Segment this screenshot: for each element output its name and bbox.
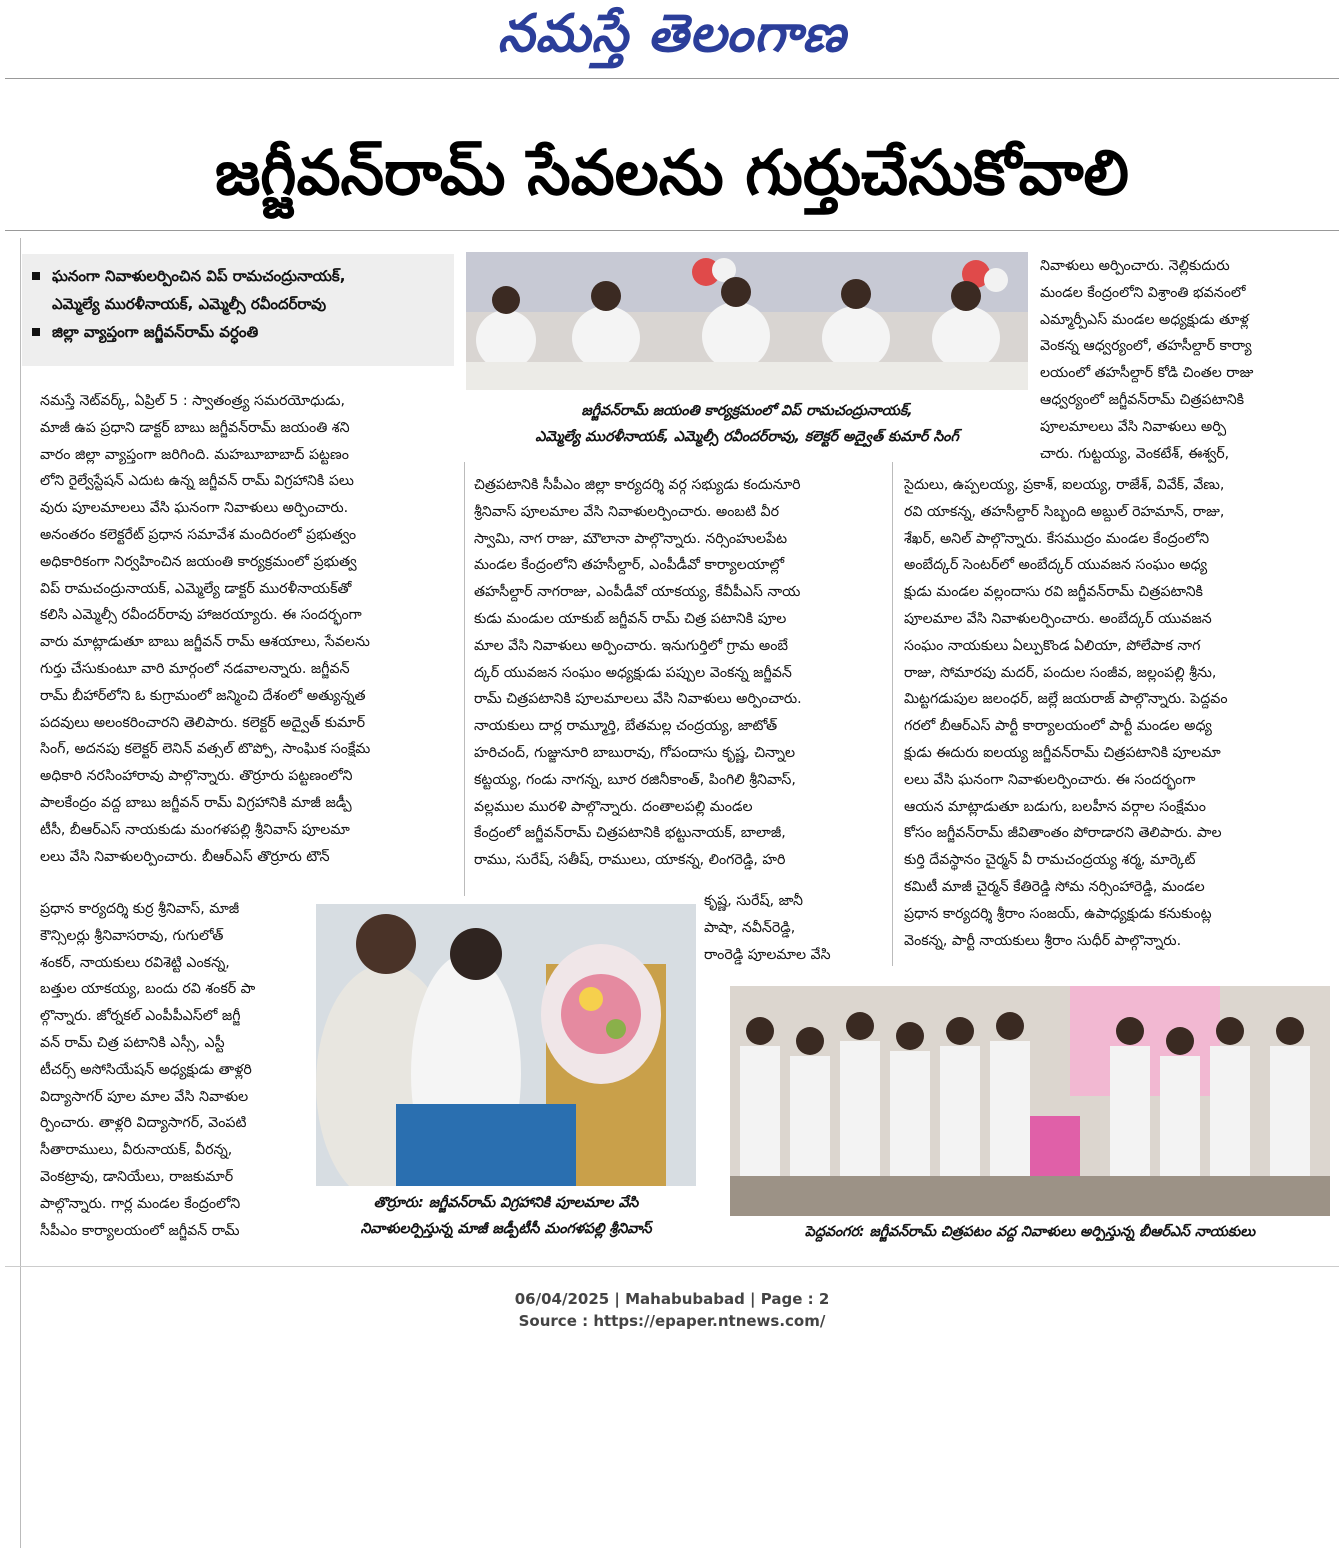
text-line: శ్రీనివాస్ పూలమాల వేసి నివాళులర్పించారు. అంబటి వీర <box>474 503 780 520</box>
headline-divider <box>5 230 1339 231</box>
text-line: కమిటీ మాజీ చైర్మన్ కేతిరెడ్డి సోమ నర్సింహారెడ్డి, మండల <box>904 878 1205 895</box>
text-line: ద్కర్ యువజన సంఘం అధ్యక్షుడు పప్పుల వెంకన్న జగ్జీవన్ <box>474 664 792 681</box>
text-line: విద్యాసాగర్ పూల మాల వేసి నివాళుల <box>40 1088 249 1105</box>
bullet-icon <box>32 272 40 280</box>
photo-dais-meeting-image <box>466 252 1028 390</box>
text-line: వురు పూలమాలలు వేసి ఘనంగా నివాళులు అర్పించారు. <box>40 500 349 517</box>
text-line: పూలమాలలు వేసి నివాళులు అర్పి <box>1040 418 1227 435</box>
text-line: వెంకట్రావు, డానియేలు, రాజకుమార్ <box>40 1168 234 1185</box>
caption-line: జగ్జీవన్‌రామ్ జయంతి కార్యక్రమంలో విప్ రామచంద్రునాయక్, <box>581 403 913 419</box>
text-line: ఆయన మాట్లాడుతూ బడుగు, బలహీన వర్గాల సంక్షేమం <box>904 798 1206 815</box>
caption-line: తొర్రూరు: జగ్జీవన్‌రామ్ విగ్రహానికి పూలమాల వేసి <box>373 1195 639 1211</box>
text-line: టీసీ, బీఆర్‌ఎస్ నాయకుడు మంగళపల్లి శ్రీనివాస్ పూలమా <box>40 821 350 838</box>
text-line: విప్ రామచంద్రునాయక్, ఎమ్మెల్యే డాక్టర్ మురళీనాయక్‌తో <box>40 580 352 597</box>
text-line: కట్టయ్య, గండు నాగన్న, బూర రజినీకాంత్, పింగిలి శ్రీనివాస్, <box>474 771 796 788</box>
text-line: వారం జిల్లా వ్యాప్తంగా జరిగింది. మహబూబాబాద్ పట్టణం <box>40 446 349 463</box>
text-line: కుడు మండుల యాకుబ్ జగ్జీవన్ రామ్ చిత్ర పటానికి పూల <box>474 610 787 627</box>
text-line: ల్గొన్నారు. జోర్నకల్ ఎంపీపీఎస్‌లో జగ్జీ <box>40 1008 241 1025</box>
text-line: క్షుడు ఈదురు ఐలయ్య జగ్జీవన్‌రామ్ చిత్రపటానికి పూలమా <box>904 744 1221 761</box>
highlight-text: జిల్లా వ్యాప్తంగా జగ్జీవన్‌రామ్ వర్ధంతి <box>52 323 259 341</box>
highlight-item <box>28 262 456 290</box>
photo-statue-garlanding-caption <box>316 1190 696 1242</box>
text-line: నాయకులు దార్ల రామ్మూర్తి, బేతమల్ల చంద్రయ్య, జాటోత్ <box>474 718 778 735</box>
text-line: వారు మాట్లాడుతూ బాబు జగ్జీవన్ రామ్ ఆశయాలు, సేవలను <box>40 634 370 651</box>
text-line: అంబేద్కర్ సెంటర్‌లో అంబేద్కర్ యువజన సంఘం అధ్య <box>904 557 1208 574</box>
caption-line: నివాళులర్పిస్తున్న మాజీ జడ్పీటీసీ మంగళపల్లి శ్రీనివాస్ <box>360 1221 652 1237</box>
text-line: వెంకన్న ఆధ్వర్యంలో, తహసీల్దార్ కార్యా <box>1040 338 1252 355</box>
headline: జగ్జీవన్‌రామ్ సేవలను గుర్తుచేసుకోవాలి <box>214 136 1130 209</box>
photo-statue-garlanding <box>316 904 696 1186</box>
text-line: కలిసి ఎమ్మెల్సీ రవీందర్‌రావు హాజరయ్యారు. ఈ సందర్భంగా <box>40 607 362 624</box>
text-line: రామ్ బీహార్‌లోని ఓ కుగ్రామంలో జన్మించి దేశంలో అత్యున్నత <box>40 687 366 704</box>
text-line: పాషా, నవీన్‌రెడ్డి, <box>704 919 796 936</box>
text-line: వెంకన్న, పార్టీ నాయకులు శ్రీరాం సుధీర్ పాల్గొన్నారు. <box>904 932 1182 949</box>
article-column-2-continued <box>704 888 882 968</box>
photo-brs-leaders-group-image <box>730 986 1330 1216</box>
article-column-2 <box>474 472 880 874</box>
text-line: లయంలో తహసీల్దార్ కోడి చింతల రాజు <box>1040 365 1254 382</box>
text-line: లలు వేసి ఘనంగా నివాళులర్పించారు. ఈ సందర్భంగా <box>904 771 1196 788</box>
text-line: లోని రైల్వేస్టేషన్ ఎదుట ఉన్న జగ్జీవన్ రామ్ విగ్రహానికి పలు <box>40 473 354 490</box>
text-line: చిత్రపటానికి సీపీఎం జిల్లా కార్యదర్శి వర్గ సభ్యుడు కందునూరి <box>474 477 801 493</box>
text-line: హరిచంద్, గుజ్జునూరి బాబురావు, గోపందాసు కృష్ణ, చిన్నాల <box>474 744 796 761</box>
text-line: కోసం జగ్జీవన్‌రామ్ జీవితాంతం పోరాడారని తెలిపారు. పాల <box>904 825 1222 842</box>
photo-dais-meeting <box>466 252 1028 390</box>
text-line: లలు వేసి నివాళులర్పించారు. బీఆర్‌ఎస్ తొర్రూరు టౌన్ <box>40 848 330 865</box>
text-line: రాము, సురేష్, సతీష్, రాములు, యాకన్న, లింగరెడ్డి, హరి <box>474 852 786 869</box>
highlight-text: ఘనంగా నివాళులర్పించిన విప్ రామచంద్రునాయక్, <box>52 267 346 285</box>
text-line: వన్ రామ్ చిత్ర పటానికి ఎస్సీ, ఎస్టీ <box>40 1034 225 1051</box>
text-line: అధికారికంగా నిర్వహించిన జయంతి కార్యక్రమంలో ప్రభుత్వ <box>40 553 357 570</box>
text-line: సంఘం నాయకులు ఏల్పుకొండ ఏలియా, పోలేపాక నాగ <box>904 637 1201 654</box>
masthead-divider <box>5 78 1339 79</box>
text-line: కౌన్సిలర్లు శ్రీనివాసరావు, గుగులోత్ <box>40 927 224 944</box>
text-line: స్వామి, నాగ రాజు, మౌలానా పాల్గొన్నారు. నర్సింహులపేట <box>474 530 788 547</box>
footer-source: Source : https://epaper.ntnews.com/ <box>518 1312 826 1330</box>
text-line: సైదులు, ఉప్పలయ్య, ప్రకాశ్, ఐలయ్య, రాజేశ్, వివేక్, వేణు, <box>904 477 1225 493</box>
bullet-icon <box>32 328 40 336</box>
highlight-item <box>28 290 456 318</box>
text-line: సీతారాములు, వీరునాయక్, వీరన్న, <box>40 1142 233 1159</box>
text-line: అనంతరం కలెక్టరేట్ ప్రధాన సమావేశ మందిరంలో ప్రభుత్వం <box>40 526 357 543</box>
text-line: టీచర్స్ అసోసియేషన్ అధ్యక్షుడు తాళ్లరి <box>40 1061 252 1078</box>
text-line: కేంద్రంలో జగ్జీవన్‌రామ్ చిత్రపటానికి భట్టునాయక్, బాలాజీ, <box>474 825 786 842</box>
text-line: ప్రధాన కార్యదర్శి కుర్ర శ్రీనివాస్, మాజీ <box>40 901 240 917</box>
text-line: మాజీ ఉప ప్రధాని డాక్టర్ బాబు జగ్జీవన్‌రామ్ జయంతి శని <box>40 419 350 436</box>
text-line: నమస్తే నెట్‌వర్క్, ఏప్రిల్ 5 : స్వాతంత్ర్య సమరయోధుడు, <box>40 393 346 409</box>
text-line: తహసీల్దార్ నాగరాజు, ఎంపీడీవో యాకయ్య, కేవీపీఎస్ నాయ <box>474 584 801 601</box>
column-rule <box>892 462 893 966</box>
text-line: క్షుడు మండల వల్లందాసు రవి జగ్జీవన్‌రామ్ చిత్రపటానికి <box>904 584 1203 601</box>
photo-brs-leaders-group-caption: పెద్దవంగర: జగ్జీవన్‌రామ్ చిత్రపటం వద్ద నివాళులు అర్పిస్తున్న బీఆర్‌ఎస్ నాయకులు <box>804 1224 1256 1240</box>
text-line: పాలకేంద్రం వద్ద బాబు జగ్జీవన్ రామ్ విగ్రహానికి మాజీ జడ్పీ <box>40 794 352 811</box>
text-line: రవి యాకన్న, తహసీల్దార్ సిబ్బంది అబ్దుల్ రెహమాన్, రాజు, <box>904 503 1225 520</box>
highlight-item <box>28 318 456 346</box>
text-line: వల్లముల మురళి పాల్గొన్నారు. దంతాలపల్లి మండల <box>474 798 753 815</box>
text-line: కుర్తి దేవస్థానం చైర్మన్ వీ రామచంద్రయ్య శర్మ, మార్కెట్ <box>904 852 1196 869</box>
text-line: పూలమాల వేసి నివాళులర్పించారు. అంబేద్కర్ యువజన <box>904 610 1212 627</box>
highlights <box>28 262 456 346</box>
text-line: నివాళులు అర్పించారు. నెల్లికుదురు <box>1040 258 1230 274</box>
text-line: కృష్ణ, సురేష్, జానీ <box>704 893 803 909</box>
text-line: శేఖర్, అనిల్ పాల్గొన్నారు. కేసముద్రం మండల కేంద్రంలోని <box>904 530 1210 547</box>
photo-statue-garlanding-image <box>316 904 696 1186</box>
text-line: ప్రధాన కార్యదర్శి శ్రీరాం సంజయ్, ఉపాధ్యక్షుడు కనుకుంట్ల <box>904 905 1212 922</box>
text-line: పదవులు అలంకరించారని తెలిపారు. కలెక్టర్ అద్వైత్ కుమార్ <box>40 714 366 731</box>
text-line: గుర్తు చేసుకుంటూ వారి మార్గంలో నడవాలన్నారు. జగ్జీవన్ <box>40 660 350 677</box>
article-column-3 <box>904 472 1322 954</box>
text-line: సీపీఎం కార్యాలయంలో జగ్జీవన్ రామ్ <box>40 1222 240 1239</box>
article-column-1 <box>40 388 450 870</box>
column-rule <box>464 462 465 896</box>
text-line: మాల వేసి నివాళులు అర్పించారు. ఇనుగుర్తిలో గ్రామ అంబే <box>474 637 789 654</box>
text-line: మిట్టగడుపుల జలంధర్, జల్లే జయరాజ్ పాల్గొన్నారు. పెద్దవం <box>904 691 1228 708</box>
text-line: చారు. గుట్టయ్య, వెంకటేశ్, ఈశ్వర్, <box>1040 445 1230 462</box>
article-column-3-top <box>1040 253 1322 467</box>
text-line: మండల కేంద్రంలోని తహసీల్దార్, ఎంపీడీవో కార్యాలయాల్లో <box>474 557 785 574</box>
footer-date-edition: 06/04/2025 | Mahabubabad | Page : 2 <box>514 1290 830 1308</box>
caption-line: ఎమ్మెల్యే మురళీనాయక్, ఎమ్మెల్సీ రవీందర్‌రావు, కలెక్టర్ అద్వైత్ కుమార్ సింగ్ <box>535 429 959 445</box>
text-line: సింగ్, అదనపు కలెక్టర్ లెనిన్ వత్సల్ టొప్పో, సాంఘిక సంక్షేమ <box>40 741 371 758</box>
text-line: గరలో బీఆర్‌ఎస్ పార్టీ కార్యాలయంలో పార్టీ మండల అధ్య <box>904 718 1212 735</box>
article-column-1-continued <box>40 896 302 1244</box>
page-bottom-divider <box>5 1266 1339 1267</box>
photo-brs-leaders-group <box>730 986 1330 1216</box>
text-line: ఆధ్వర్యంలో జగ్జీవన్‌రామ్ చిత్రపటానికి <box>1040 391 1245 408</box>
highlight-text: ఎమ్మెల్యే మురళీనాయక్, ఎమ్మెల్సీ రవీందర్‌రావు <box>52 295 327 313</box>
photo-dais-meeting-caption <box>466 398 1028 450</box>
text-line: ఎమ్మార్పీఎస్ మండల అధ్యక్షుడు తూళ్ల <box>1040 311 1249 328</box>
text-line: పాల్గొన్నారు. గార్ల మండల కేంద్రంలోని <box>40 1195 241 1212</box>
masthead-logo: నమస్తే తెలంగాణ <box>497 4 847 64</box>
text-line: అధికారి నరసింహారావు పాల్గొన్నారు. తొర్రూరు పట్టణంలోని <box>40 768 353 785</box>
text-line: రాజు, సోమారపు మదర్, పందుల సంజీవ, జల్లంపల్లి శ్రీను, <box>904 664 1217 681</box>
text-line: రామ్ చిత్రపటానికి పూలమాలలు వేసి నివాళులు అర్పించారు. <box>474 691 802 708</box>
text-line: ర్పించారు. తాళ్లరి విద్యాసాగర్, వెంపటి <box>40 1115 247 1132</box>
text-line: శంకర్, నాయకులు రవిశెట్టి ఎంకన్న, <box>40 954 230 971</box>
text-line: బత్తుల యాకయ్య, బందు రవి శంకర్ పా <box>40 981 256 998</box>
text-line: రాంరెడ్డి పూలమాల వేసి <box>704 946 831 963</box>
text-line: మండల కేంద్రంలోని విశ్రాంతి భవనంలో <box>1040 284 1246 301</box>
left-column-rule <box>20 238 21 1548</box>
